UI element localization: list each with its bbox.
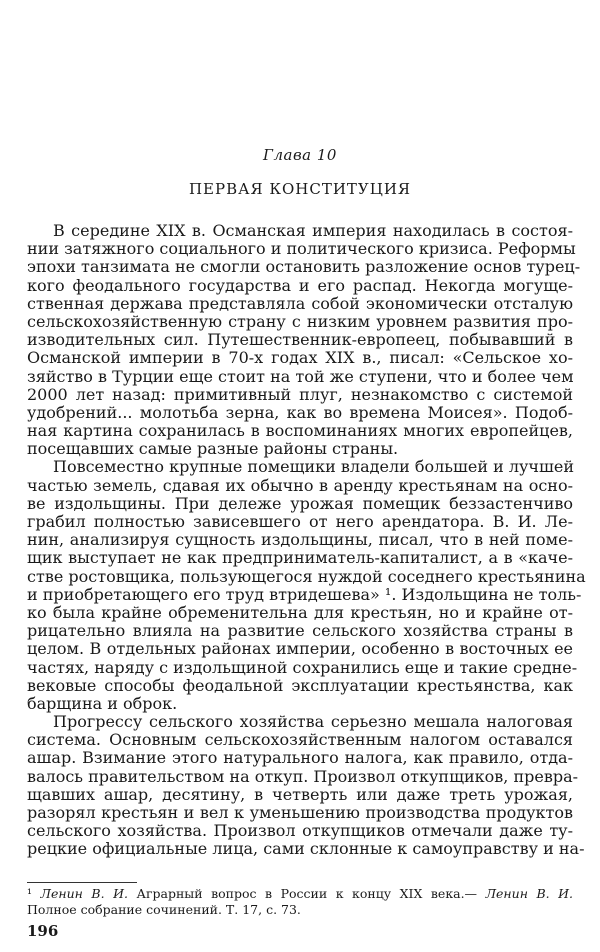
footnote-author-1: Ленин В. И. <box>40 886 128 901</box>
text-line: ашар. Взимание этого натурального налога, как правило, отда- <box>27 748 573 768</box>
text-line: грабил полностью зависевшего от него арендатора. В. И. Ле- <box>27 512 573 531</box>
text-line: система. Основным сельскохозяйственным налогом оставался <box>27 730 573 750</box>
text-line: рецкие официальные лица, сами склонные к самоуправству и на- <box>27 839 585 859</box>
text-line: посещавших самые разные районы страны. <box>27 439 399 459</box>
text-line: разорял крестьян и вел к уменьшению производства продуктов <box>27 803 573 822</box>
text-line: барщина и оброк. <box>27 693 178 713</box>
text-line: щавших ашар, десятину, в четверть или даже треть урожая, <box>27 784 573 804</box>
text-line: Повсеместно крупные помещики владели большей и лучшей <box>53 457 574 477</box>
text-line: ко была крайне обременительна для крестьян, но и крайне от- <box>27 602 573 622</box>
text-line: щик выступает не как предприниматель-капиталист, а в «каче- <box>27 548 573 568</box>
text-line: В середине XIX в. Османская империя находилась в состоя- <box>53 221 573 240</box>
text-line: целом. В отдельных районах империи, особенно в восточных ее <box>27 639 573 659</box>
footnote-divider <box>27 882 137 883</box>
text-line: ве издольщины. При дележе урожая помещик беззастенчиво <box>27 493 573 513</box>
footnote-line-1 <box>27 886 573 902</box>
text-line: Османской империи в 70-х годах XIX в., писал: «Сельское хо- <box>27 348 573 368</box>
text-line: зяйство в Турции еще стоит на той же ступени, что и более чем <box>27 366 574 386</box>
body-text <box>27 221 586 859</box>
text-line: 2000 лет назад: примитивный плуг, незнакомство с системой <box>27 384 573 404</box>
text-line: стве ростовщика, пользующегося нуждой соседнего крестьянина <box>27 566 586 586</box>
text-line: нии затяжного социального и политического кризиса. Реформы <box>27 239 576 259</box>
text-line: ственная держава представляла собой экономически отсталую <box>27 293 573 313</box>
chapter-label: Глава 10 <box>263 146 337 164</box>
text-line: Прогрессу сельского хозяйства серьезно мешала налоговая <box>53 712 573 732</box>
footnote-line-2: Полное собрание сочинений. Т. 17, с. 73. <box>27 902 301 917</box>
text-line: и приобретающего его труд втридешева» ¹. Издольщина не толь- <box>27 584 582 604</box>
footnote-text-1: Аграрный вопрос в России к концу XIX века.— <box>136 886 478 901</box>
footnote-author-2: Ленин В. И. <box>485 886 574 901</box>
text-line: сельскохозяйственную страну с низким уровнем развития про- <box>27 311 573 331</box>
text-line: кого феодального государства и его распад. Некогда могуще- <box>27 275 573 295</box>
text-line: вековые способы феодальной эксплуатации крестьянства, как <box>27 675 573 695</box>
footnote <box>27 886 573 918</box>
text-line: эпохи танзимата не смогли остановить разложение основ турец- <box>27 257 581 277</box>
footnote-marker: ¹ <box>27 886 33 901</box>
text-line: частью земель, сдавая их обычно в аренду крестьянам на осно- <box>27 475 573 495</box>
chapter-title: ПЕРВАЯ КОНСТИТУЦИЯ <box>188 180 412 198</box>
page-number: 196 <box>27 922 59 940</box>
text-line: нин, анализируя сущность издольщины, писал, что в ней поме- <box>27 530 573 550</box>
text-line: ная картина сохранилась в воспоминаниях многих европейцев, <box>27 421 573 441</box>
text-line: рицательно влияла на развитие сельского хозяйства страны в <box>27 621 573 641</box>
text-line: валось правительством на откуп. Произвол откупщиков, превра- <box>27 766 579 786</box>
text-line: частях, наряду с издольщиной сохранились еще и такие средне- <box>27 657 578 677</box>
text-line: удобрений... молотьба зерна, как во времена Моисея». Подоб- <box>27 402 573 422</box>
text-line: сельского хозяйства. Произвол откупщиков отмечали даже ту- <box>27 821 573 841</box>
text-line: изводительных сил. Путешественник-европеец, побывавший в <box>27 330 573 350</box>
